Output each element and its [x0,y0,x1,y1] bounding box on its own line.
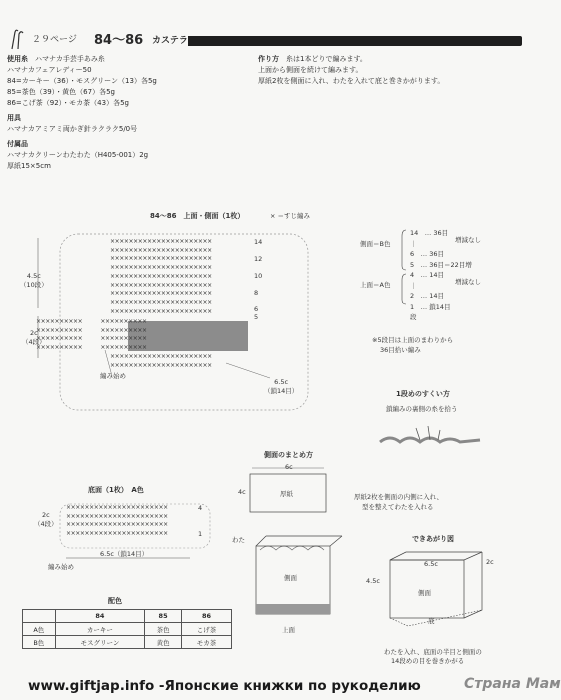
bottom-row-1: 1 [198,530,203,538]
top-label: 上面 [282,626,295,634]
finished-dim-45c: 4.5c [366,577,380,585]
needle-icon [6,28,28,50]
side-color-label: 側面＝B色 [360,240,391,248]
stitch-grid-top: ×××××××××××××××××××××× ×××××××××××××××××××××× ×××××××××××××××××××××× ×××××××××××××××××××××× ×××××××××××××××××××××× ×××××××××××××××××××××× ×××××××××××××××××××××× ×××××××××××××××××××××× ×××××××××××××××××××××× [110,238,212,315]
stitch-legend: × ＝すじ編み [270,212,311,220]
row-note-2: 36目拾い編み [380,346,421,354]
tools-heading: 用具 [7,114,21,122]
color-table-title: 配色 [108,597,122,605]
assembly-note-1: 厚紙2枚を側面の内側に入れ、 [354,493,444,501]
accessory-line: 厚紙15×5cm [7,162,51,170]
stitch-grid-bottom: ×××××××××××××××××××××× ×××××××××××××××××××××× [110,353,212,369]
no-change-label: 増減なし [455,278,481,286]
finished-note-2: 14段めの目を巻きかがる [391,657,465,665]
materials-heading: 使用糸 [7,55,28,63]
materials-section [7,54,257,172]
finished-note-1: わたを入れ、底面の半目と側面の [384,648,482,656]
scoop-title: 1段めのすくい方 [396,390,450,398]
assembly-dim-4c: 4c [238,488,246,496]
finished-dim-2c: 2c [486,558,494,566]
bottom-stitch-grid: ×××××××××××××××××××××× ×××××××××××××××××××××× ×××××××××××××××××××××× ×××××××××××××××××××××× [66,504,168,538]
bottom-dim-2c: 2c （4段） [34,511,58,528]
row-num-8: 8 [254,289,259,297]
finished-side-label: 側面 [418,589,431,597]
start-label: 編み始め [100,372,126,380]
top-chart-title: 84〜86 上面・側面（1枚） [150,212,245,220]
chain-stitch-illustration [376,414,486,454]
pattern-numbers: 84〜86 [94,33,144,48]
cardboard-label: 厚紙 [280,490,293,498]
row-table: 14 … 36目 ｜ 6 … 36目 5 … 36目＝22目増 4 … 14目 ｜ 2 … 14目 1 … 鎖14目 段 [410,229,472,321]
accessory-line: ハマナカクリーンわたわた（H405-001）2g [7,151,149,159]
accessories-heading: 付属品 [7,140,28,148]
howto-line: 上面から側面を続けて編みます。 [258,66,363,74]
color-table: 84 85 86 A色 カーキー 茶色 こげ茶 B色 モスグリーン 黄色 モカ茶 [22,609,232,649]
bottom-chart-title: 底面（1枚） A色 [88,486,144,494]
yarn-brand: ハマナカフェアレディー50 [7,66,92,74]
footer-watermark [0,676,561,700]
finished-bottom-label: 底 [428,617,435,625]
page-header [6,28,526,50]
finished-diagram [378,548,518,646]
scoop-sub: 鎖編みの裏側の糸を拾う [386,405,458,413]
dim-45c: 4.5c （10段） [20,272,48,289]
yarn-line-86: 86=こげ茶（92）・モカ茶（43）各5g [7,99,129,107]
tools-text: ハマナカアミアミ両かぎ針ラクラク5/0号 [7,125,138,133]
row-note-1: ※5段目は上面のまわりから [372,336,454,344]
howto-section [258,54,528,87]
yarn-line-85: 85=茶色（39）・黄色（67）各5g [7,88,115,96]
bottom-start-label: 編み始め [48,563,74,571]
bottom-dim-65c: 6.5c（鎖14目） [100,550,149,558]
side-label: 側面 [284,574,297,582]
howto-intro: 糸は1本どりで編みます。 [286,55,367,63]
wadding-label: わた [232,536,245,544]
assembly-dim-6c: 6c [285,463,293,471]
row-num-14: 14 [254,238,263,246]
site-logo: Страна Мам [464,676,561,692]
bottom-row-4: 4 [198,504,203,512]
stitch-grid-side: ×××××××××× ×××××××××× ×××××××××× ×××××××××× ×××××××××× ×××××××××× ×××××××××× ×××××××××× [36,318,147,352]
pattern-name: カステラ [152,36,188,46]
howto-heading: 作り方 [258,55,279,63]
page-reference: ２９ページ [32,35,77,45]
assembly-title: 側面のまとめ方 [264,451,313,459]
yarn-name: ハマナカ手芸手あみ糸 [35,55,105,63]
yarn-line-84: 84=カーキー（36）・モスグリーン（13）各5g [7,77,157,85]
footer-text: www.giftjap.info -Японские книжки по рукоделию [28,678,421,694]
howto-line: 厚紙2枚を側面に入れ、わたを入れて底と巻きかがります。 [258,77,445,85]
finished-title: できあがり図 [412,535,454,543]
assembly-diagram [230,462,360,632]
row-num-6: 6 [254,305,259,313]
finished-dim-65c: 6.5c [424,560,438,568]
dim-2c: 2c （4段） [22,329,46,346]
row-num-10: 10 [254,272,263,280]
row-num-12: 12 [254,255,263,263]
assembly-note-2: 型を整えてわたを入れる [362,503,434,511]
top-color-label: 上面＝A色 [360,281,391,289]
no-change-label: 増減なし [455,236,481,244]
dim-65c: 6.5c （鎖14目） [264,378,299,395]
row-num-5: 5 [254,313,259,321]
